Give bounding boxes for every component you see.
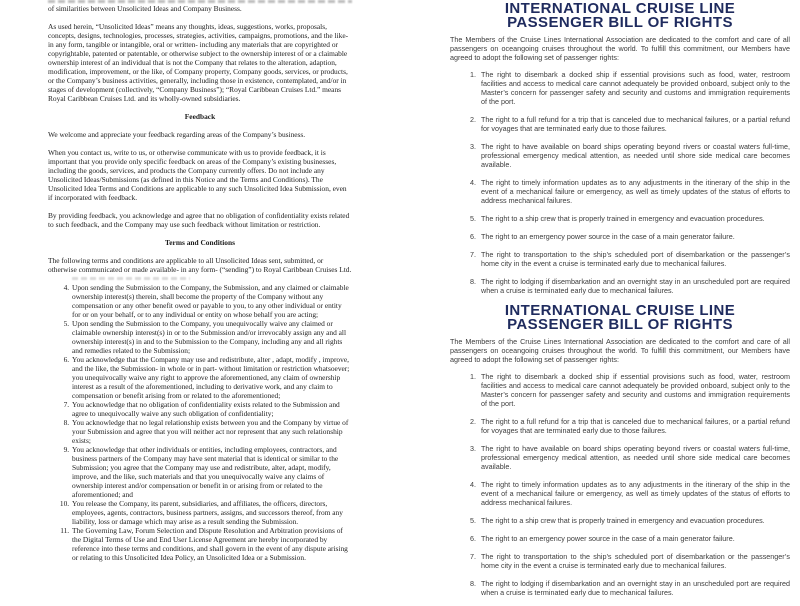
right-item-2: 2. The right to a full refund for a trip that is canceled due to mechanical failures, or a partial refund for voyages that are terminated early due to those failures.: [478, 417, 790, 435]
bill-of-rights-intro: The Members of the Cruise Lines International Association are dedicated to the comfort and care of all passengers on oceangoing cruises throughout the world. To fulfill this commitment, our Members have agreed to adopt the following set of passenger rights:: [450, 337, 790, 364]
feedback-paragraph-1: We welcome and appreciate your feedback regarding areas of the Company’s business.: [48, 130, 306, 139]
terms-item-9: 9. You acknowledge that other individuals or entities, including employees, contractors, and business partners of the Company may have sent material that is identical or similar to the Submission; you agree that the Company may use and redistribute, alter, adapt, modify, improve, and the like, such materials and that you unequivocally waive any claims of ownership interest and/or compensation or benefit in or arising from or related to the aforementioned; and: [71, 445, 352, 499]
bill-of-rights-title: [450, 2, 790, 29]
right-item-7: 7. The right to transportation to the ship’s scheduled port of disembarkation or the passenger’s home city in the event a cruise is terminated early due to mechanical failures.: [478, 552, 790, 570]
right-item-6: 6. The right to an emergency power source in the case of a main generator failure.: [478, 534, 790, 543]
bill-of-rights-title: [450, 304, 790, 331]
right-item-7: 7. The right to transportation to the ship’s scheduled port of disembarkation or the passenger’s home city in the event a cruise is terminated early due to mechanical failures.: [478, 250, 790, 268]
policy-paragraph-fragment: of similarities between Unsolicited Ideas and Company Business.: [48, 4, 242, 13]
title-line-1: INTERNATIONAL CRUISE LINE: [504, 302, 736, 319]
faded-illegible-text-line: [72, 277, 190, 280]
feedback-paragraph-3: By providing feedback, you acknowledge and agree that no obligation of confidentiality exists related to such feedback, and the Company may use such feedback without limitation or restriction.: [48, 211, 350, 229]
terms-item-5: 5. Upon sending the Submission to the Company, you unequivocally waive any claimed or claimable ownership interest(s) in or to the Submission and/or irrevocably assign any and all ownership interest(s) in and to the Submission to the Company, including any and all rights and remedies related to the Submission;: [71, 319, 352, 355]
terms-item-11: 11. The Governing Law, Forum Selection and Dispute Resolution and Arbitration provisions of the Digital Terms of Use and End User License Agreement are hereby incorporated by reference into these terms and conditions, and shall govern in the event of any dispute arising or relating to this Unsolicited Idea Policy, an Unsolicited Idea or a Submission.: [71, 526, 352, 562]
unsolicited-ideas-definition-paragraph: As used herein, “Unsolicited Ideas” means any thoughts, ideas, suggestions, works, proposals, concepts, designs, technologies, processes, strategies, activities, campaigns, promotions, and the like- in any form, tangible or intangible, oral or written- including any materials that are copyrighted or copyrightable, patented or patentable, or otherwise subject to the ownership interest of or a claimable ownership interest of an individual that is not the Company that relates to the alteration, adaption, modification, improvement, or the like, of Company property, Company goods, services, or products, or the Company’s business activities, generally, including those in existence, contemplated, and/or in stages of development (collectively, “Company Business”); “Royal Caribbean Cruises Ltd.” means Royal Caribbean Cruises Ltd. and its wholly-owned subsidiaries.: [48, 22, 349, 103]
title-line-2: PASSENGER BILL OF RIGHTS: [507, 13, 733, 31]
unsolicited-ideas-policy-document: [48, 0, 352, 562]
right-item-8: 8. The right to lodging if disembarkation and an overnight stay in an unscheduled port are required when a cruise is terminated early due to mechanical failures.: [478, 579, 790, 597]
right-item-8: 8. The right to lodging if disembarkation and an overnight stay in an unscheduled port are required when a cruise is terminated early due to mechanical failures.: [478, 277, 790, 295]
bill-of-rights-intro: The Members of the Cruise Lines International Association are dedicated to the comfort and care of all passengers on oceangoing cruises throughout the world. To fulfill this commitment, our Members have agreed to adopt the following set of passenger rights:: [450, 35, 790, 62]
title-line-2: PASSENGER BILL OF RIGHTS: [507, 315, 733, 333]
terms-numbered-list: [48, 283, 352, 562]
terms-item-6: 6. You acknowledge that the Company may use and redistribute, alter , adapt, modify , improve, and the like, the Submission- in whole or in part- without limitation or restriction whatsoever; you unequivocally waive any right to approve the aforementioned, any claim of ownership interest as a result of the aforementioned, including to derivative work, and any claim to compensation or benefit arising from or related to the aforementioned;: [71, 355, 352, 400]
terms-and-conditions-heading: Terms and Conditions: [165, 238, 235, 247]
bill-of-rights-section-1: [450, 2, 790, 295]
rights-numbered-list: [450, 372, 790, 597]
right-item-3: 3. The right to have available on board ships operating beyond rivers or coastal waters full-time, professional emergency medical attention, as needed until shore side medical care becomes available.: [478, 142, 790, 169]
terms-item-4: 4. Upon sending the Submission to the Company, the Submission, and any claimed or claimable ownership interest(s) therein, shall become the property of the Company without any compensation or any other benefit owed or payable to you, to any other individual or entity for or on your behalf, or to any individual or entity on whose behalf you are acting;: [71, 283, 352, 319]
right-item-4: 4. The right to timely information updates as to any adjustments in the itinerary of the ship in the event of a mechanical failure or emergency, as well as timely updates of the status of efforts to address mechanical failures.: [478, 480, 790, 507]
bill-of-rights-section-2: [450, 304, 790, 597]
title-line-1: INTERNATIONAL CRUISE LINE: [504, 0, 736, 17]
right-item-5: 5. The right to a ship crew that is properly trained in emergency and evacuation procedures.: [478, 516, 790, 525]
clipped-partial-text-line: [48, 0, 352, 3]
right-item-5: 5. The right to a ship crew that is properly trained in emergency and evacuation procedures.: [478, 214, 790, 223]
right-item-6: 6. The right to an emergency power source in the case of a main generator failure.: [478, 232, 790, 241]
right-item-3: 3. The right to have available on board ships operating beyond rivers or coastal waters full-time, professional emergency medical attention, as needed until shore side medical care becomes available.: [478, 444, 790, 471]
terms-item-8: 8. You acknowledge that no legal relationship exists between you and the Company by virtue of your Submission and agree that you will neither act nor represent that any such relationship exists;: [71, 418, 352, 445]
rights-numbered-list: [450, 70, 790, 295]
feedback-paragraph-2: When you contact us, write to us, or otherwise communicate with us to provide feedback, it is important that you provide only specific feedback on areas of the Company’s existing businesses, including the goods, services, and products the Company currently offers. Do not include any Unsolicited Ideas/Submissions (as defined in this Notice and the Terms and Conditions). The Unsolicited Idea Terms and Conditions are applicable to any such Unsolicited Idea Submission, even if incorporated with feedback.: [48, 148, 347, 202]
terms-item-10: 10. You release the Company, its parent, subsidiaries, and affiliates, the officers, directors, employees, agents, contractors, business partners, assigns, and successors thereof, from any liability, loss or damage which may arise as a result sending the Submission.: [71, 499, 352, 526]
passenger-bill-of-rights-document: [450, 2, 790, 606]
right-item-2: 2. The right to a full refund for a trip that is canceled due to mechanical failures, or a partial refund for voyages that are terminated early due to those failures.: [478, 115, 790, 133]
right-item-4: 4. The right to timely information updates as to any adjustments in the itinerary of the ship in the event of a mechanical failure or emergency, as well as timely updates of the status of efforts to address mechanical failures.: [478, 178, 790, 205]
right-item-1: 1. The right to disembark a docked ship if essential provisions such as food, water, restroom facilities and access to medical care cannot adequately be provided onboard, subject only to the Master’s concern for passenger safety and security and customs and immigration requirements of the port.: [478, 372, 790, 408]
terms-intro-paragraph: The following terms and conditions are applicable to all Unsolicited Ideas sent, submitted, or otherwise communicated or made available- in any form- (“sending”) to Royal Caribbean Cruises Ltd.: [48, 256, 352, 274]
feedback-section-heading: Feedback: [184, 112, 216, 121]
right-item-1: 1. The right to disembark a docked ship if essential provisions such as food, water, restroom facilities and access to medical care cannot adequately be provided onboard, subject only to the Master’s concern for passenger safety and security and customs and immigration requirements of the port.: [478, 70, 790, 106]
terms-item-7: 7. You acknowledge that no obligation of confidentiality exists related to the Submission and agree to unequivocally waive any such obligation of confidentiality;: [71, 400, 352, 418]
